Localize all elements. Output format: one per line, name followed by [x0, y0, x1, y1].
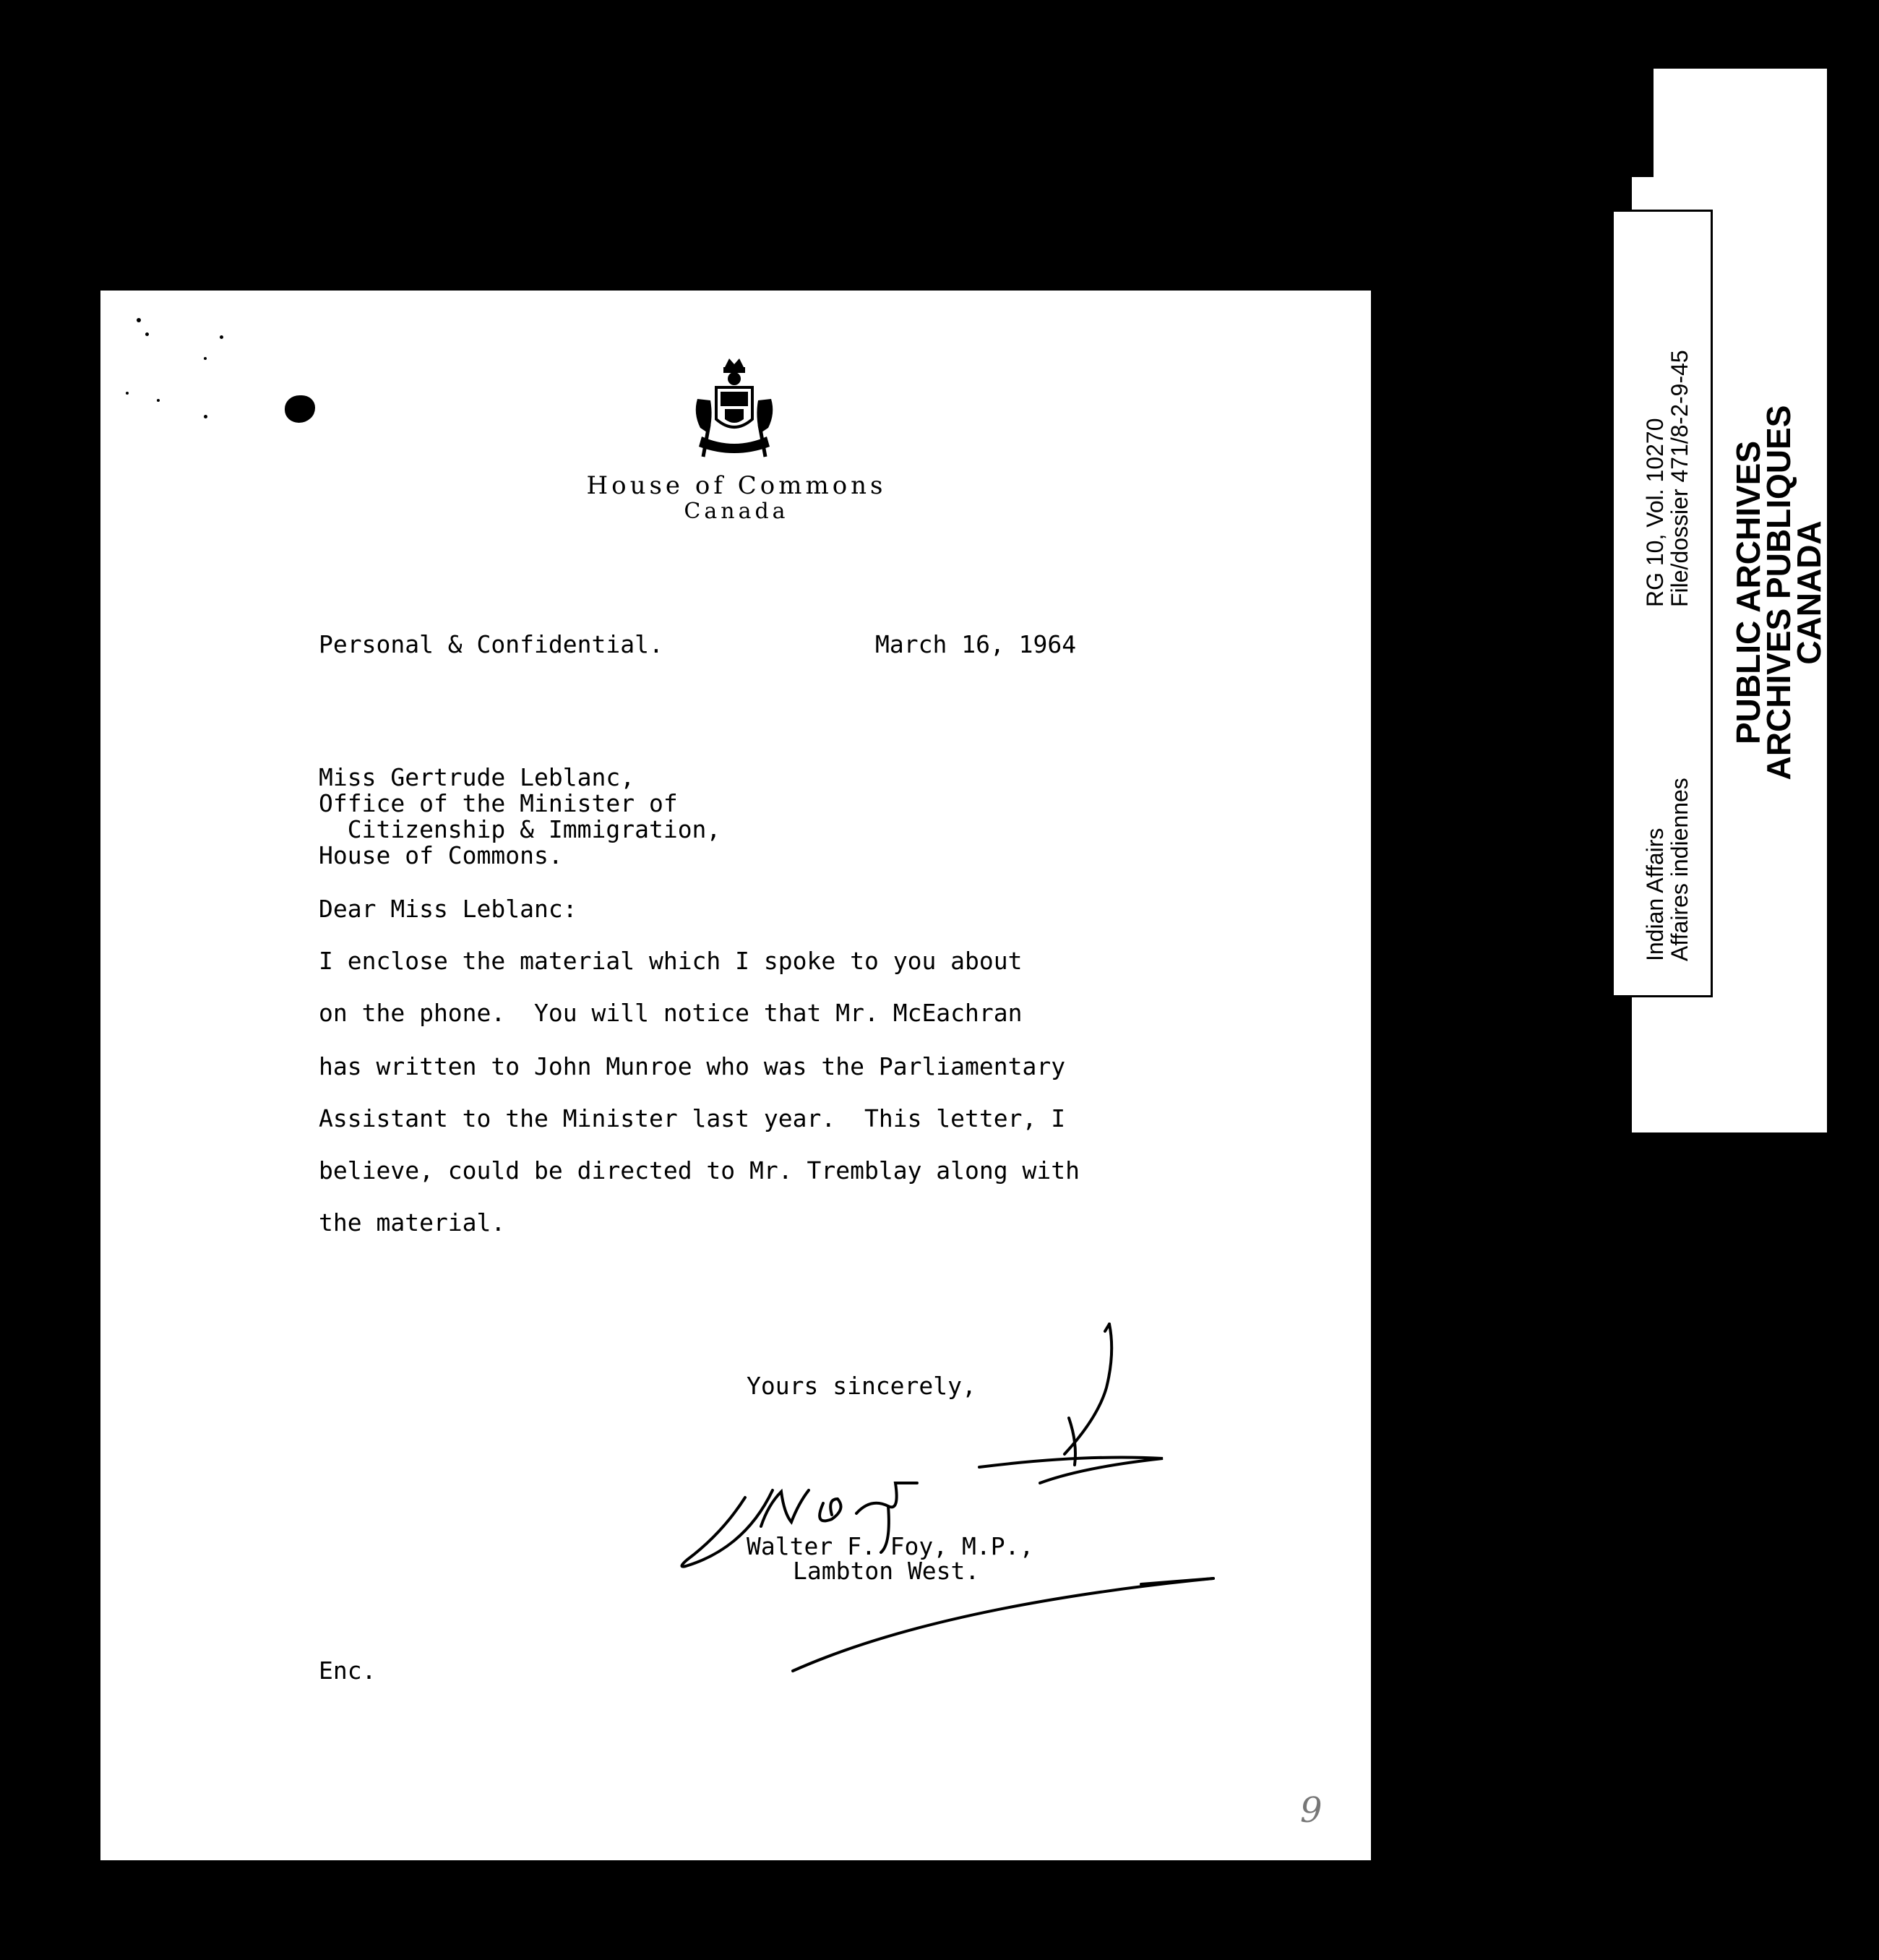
letter-sheet — [100, 291, 1371, 1860]
address-line: Citizenship & Immigration, — [319, 815, 721, 843]
handwritten-signature — [679, 1310, 1242, 1685]
public-archives-stamp: PUBLIC ARCHIVES — [1729, 441, 1767, 744]
tag-affaires-indiennes: Affaires indiennes — [1667, 778, 1693, 961]
tag-file-ref: File/dossier 471/8-2-9-45 — [1667, 350, 1693, 607]
address-line: Miss Gertrude Leblanc, — [319, 763, 635, 791]
speck — [204, 357, 207, 360]
address-line: Office of the Minister of — [319, 789, 678, 817]
speck — [157, 399, 160, 402]
tag-volume-ref: RG 10, Vol. 10270 — [1642, 418, 1668, 607]
coat-of-arms-icon — [687, 356, 781, 464]
canada-stamp: CANADA — [1790, 520, 1828, 665]
letterhead-title: House of Commons — [586, 471, 887, 500]
signer-riding: Lambton West. — [793, 1557, 980, 1585]
closing: Yours sincerely, — [747, 1372, 976, 1400]
address-line: House of Commons. — [319, 841, 563, 869]
body-line: believe, could be directed to Mr. Tremblay along with — [319, 1156, 1080, 1185]
speck — [137, 318, 141, 322]
archives-publiques-stamp: ARCHIVES PUBLIQUES — [1760, 405, 1797, 781]
speck — [220, 335, 223, 339]
ink-blot — [285, 395, 315, 423]
speck — [126, 392, 129, 395]
enclosure-note: Enc. — [319, 1656, 377, 1685]
body-line: I enclose the material which I spoke to you about — [319, 947, 1023, 975]
body-line: the material. — [319, 1208, 506, 1237]
classification-line: Personal & Confidential. — [319, 630, 663, 658]
signer-name: Walter F. Foy, M.P., — [747, 1532, 1034, 1560]
letter-date: March 16, 1964 — [875, 630, 1077, 658]
page-number: 9 — [1300, 1790, 1323, 1831]
salutation: Dear Miss Leblanc: — [319, 895, 577, 923]
speck — [204, 415, 207, 418]
body-line: Assistant to the Minister last year. This letter, I — [319, 1104, 1066, 1132]
archive-tag-notch — [1632, 69, 1654, 177]
tag-indian-affairs: Indian Affairs — [1642, 828, 1668, 961]
speck — [145, 332, 149, 336]
body-line: on the phone. You will notice that Mr. McEachran — [319, 999, 1023, 1027]
body-line: has written to John Munroe who was the Parliamentary — [319, 1052, 1066, 1080]
letterhead-subtitle: Canada — [684, 499, 789, 524]
